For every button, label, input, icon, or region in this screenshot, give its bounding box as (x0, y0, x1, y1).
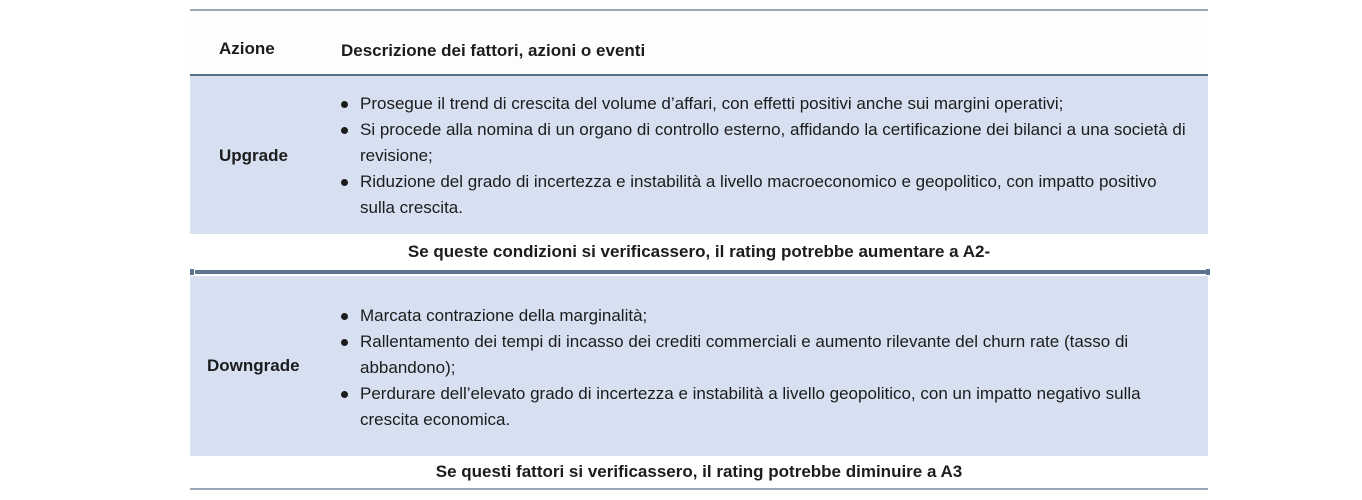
upgrade-condition-text: Se queste condizioni si verificassero, il rating potrebbe aumentare a A2- (407, 242, 991, 261)
downgrade-condition (190, 456, 1208, 488)
section-divider (195, 270, 1208, 274)
list-item (341, 117, 1186, 169)
downgrade-section (190, 276, 1208, 456)
column-header-description: Descrizione dei fattori, azioni o eventi (341, 41, 646, 60)
column-header-action: Azione (219, 39, 275, 58)
upgrade-factor-text: Riduzione del grado di incertezza e instabilità a livello macroeconomico e geopolitico, con impatto positivo sulla crescita. (360, 172, 1157, 217)
bullet-icon (341, 127, 348, 134)
bullet-icon (341, 179, 348, 186)
rating-scenario-table (190, 9, 1208, 490)
divider-cap-right (1206, 269, 1210, 275)
upgrade-section (190, 76, 1208, 234)
list-item (341, 169, 1186, 221)
table-bottom-border (190, 488, 1208, 490)
list-item (341, 91, 1186, 117)
list-item (341, 329, 1186, 381)
downgrade-condition-text: Se questi fattori si verificassero, il rating potrebbe diminuire a A3 (435, 462, 963, 481)
table-header (190, 11, 1208, 74)
downgrade-factor-text: Perdurare dell’elevato grado di incertezza e instabilità a livello geopolitico, con un impatto negativo sulla crescita economica. (360, 384, 1141, 429)
list-item (341, 303, 1186, 329)
divider-cap-left (190, 269, 194, 275)
list-item (341, 381, 1186, 433)
upgrade-factor-list (341, 91, 1186, 221)
bullet-icon (341, 313, 348, 320)
downgrade-label: Downgrade (207, 356, 300, 375)
bullet-icon (341, 339, 348, 346)
downgrade-factor-text: Marcata contrazione della marginalità; (360, 306, 648, 325)
upgrade-condition (190, 234, 1208, 270)
upgrade-label: Upgrade (219, 146, 288, 165)
downgrade-factor-list (341, 303, 1186, 433)
downgrade-factor-text: Rallentamento dei tempi di incasso dei crediti commerciali e aumento rilevante del churn rate (tasso di abbandono); (360, 332, 1129, 377)
upgrade-factor-text: Prosegue il trend di crescita del volume d’affari, con effetti positivi anche sui margini operativi; (360, 94, 1064, 113)
upgrade-factor-text: Si procede alla nomina di un organo di controllo esterno, affidando la certificazione dei bilanci a una società di revisione; (360, 120, 1186, 165)
bullet-icon (341, 391, 348, 398)
bullet-icon (341, 101, 348, 108)
